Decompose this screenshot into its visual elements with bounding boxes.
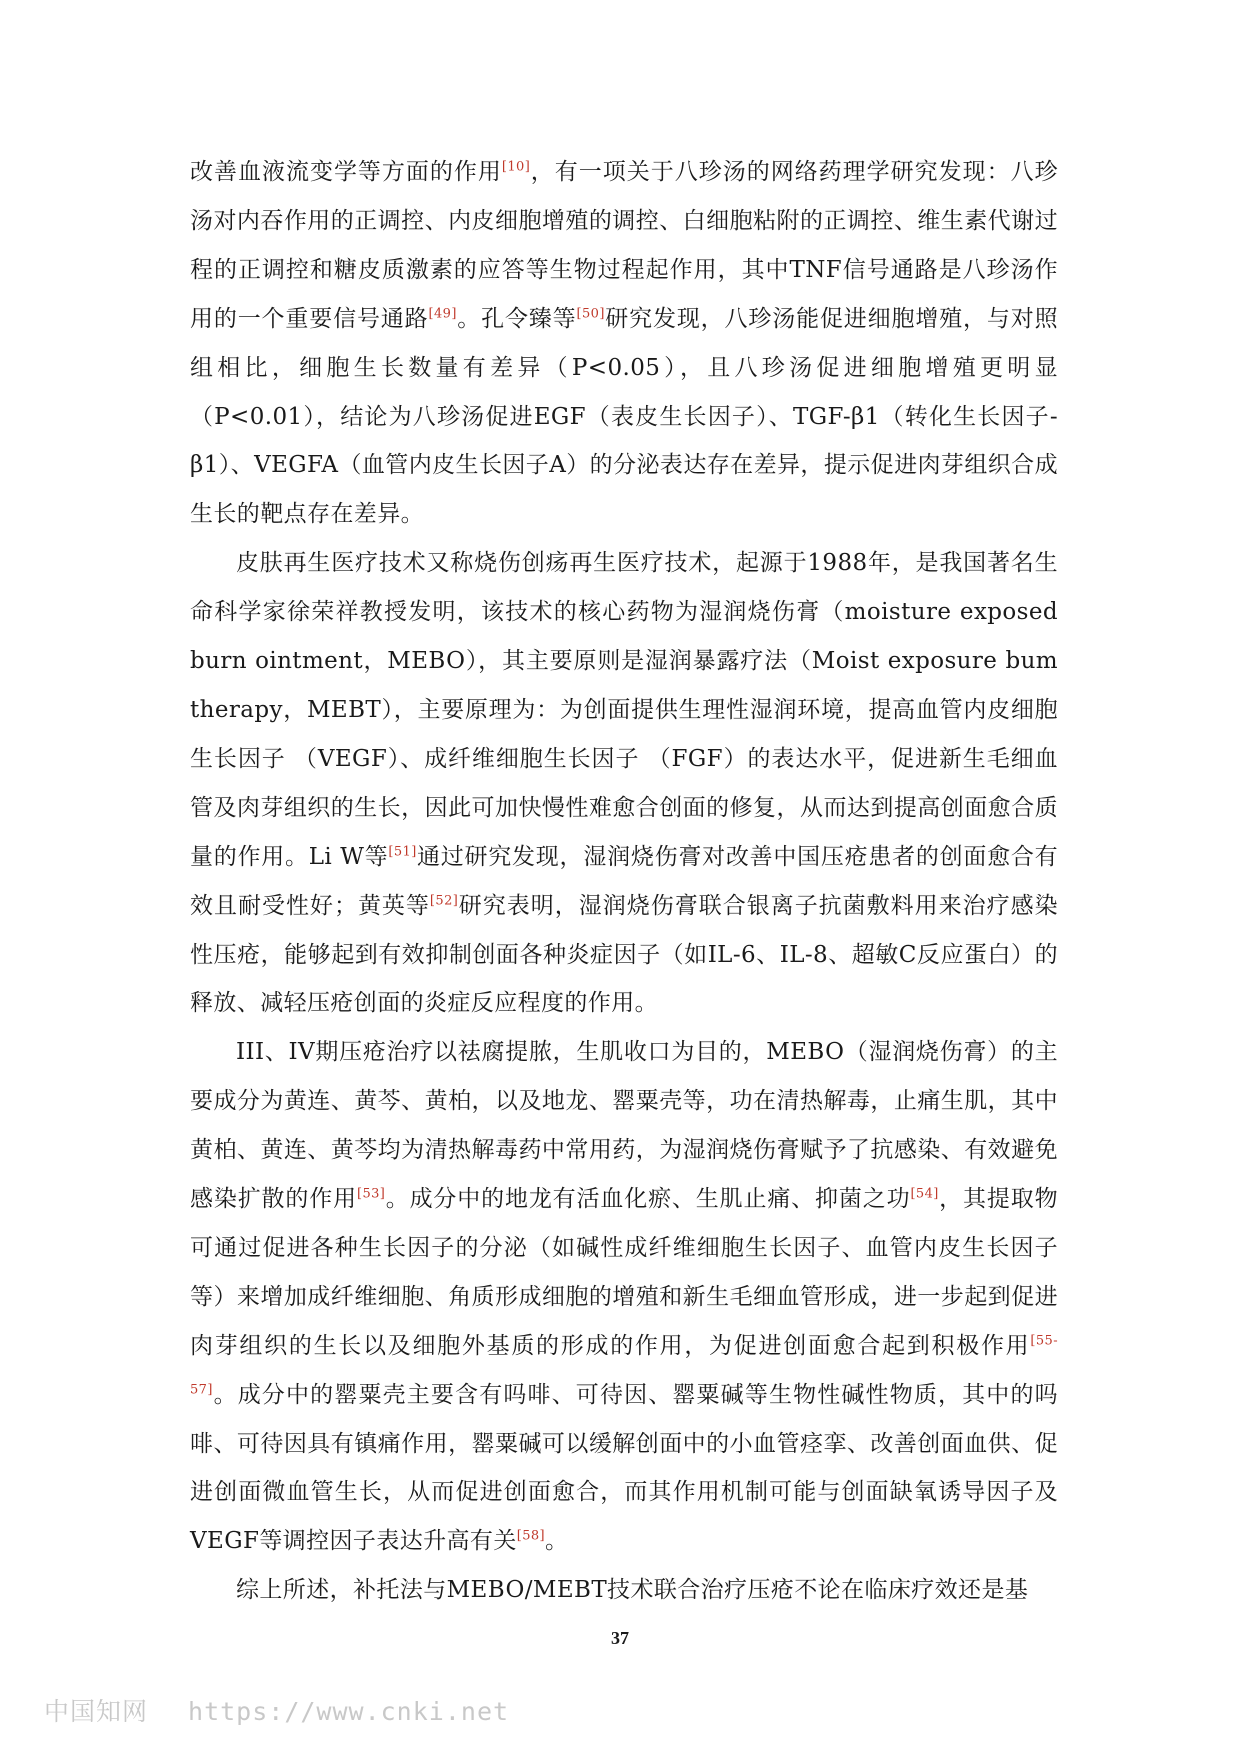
cnki-watermark — [44, 1692, 509, 1728]
citation-ref[interactable]: [10] — [501, 159, 531, 175]
text-run: 研究表明，湿润烧伤膏联合银离子抗菌敷料用来治疗感染性压疮，能够起到有效抑制创面各种炎症因子（如IL-6、IL-8、超敏C反应蛋白）的释放、减轻压疮创面的炎症反应程度的作用。 — [190, 892, 1059, 1017]
watermark-url: https://www.cnki.net — [188, 1697, 510, 1726]
text-run: 通过研究发现，湿润烧伤膏对改善中国压疮患者的创面愈合有效且耐受性好；黄英等 — [190, 843, 1058, 919]
citation-ref[interactable]: [55-57] — [190, 1333, 1058, 1397]
text-run: 综上所述，补托法与MEBO/MEBT技术联合治疗压疮不论在临床疗效还是基 — [236, 1577, 1029, 1604]
text-run: 研究发现，八珍汤能促进细胞增殖，与对照组相比，细胞生长数量有差异（P<0.05），且八珍汤促进细胞增殖更明显（P<0.01），结论为八珍汤促进EGF（表皮生长因子）、TGF-β1（转化生长因子-β1）、VEGFA（血管内皮生长因子A）的分泌表达存在差异，提示促进肉芽组织合成生长的靶点存在差异。 — [190, 305, 1059, 528]
text-run: 改善血液流变学等方面的作用 — [190, 159, 502, 185]
citation-ref[interactable]: [53] — [356, 1186, 386, 1202]
text-run: ，有一项关于八珍汤的网络药理学研究发现：八珍汤对内吞作用的正调控、内皮细胞增殖的调控、白细胞粘附的正调控、维生素代谢过程的正调控和糖皮质激素的应答等生物过程起作用，其中TNF信号通路是八珍汤作用的一个重要信号通路 — [190, 159, 1058, 332]
text-run: 。 — [545, 1528, 569, 1555]
text-run: III、IV期压疮治疗以祛腐提脓，生肌收口为目的，MEBO（湿润烧伤膏）的主要成分为黄连、黄芩、黄柏，以及地龙、罂粟壳等，功在清热解毒，止痛生肌，其中黄柏、黄连、黄芩均为清热解毒药中常用药，为湿润烧伤膏赋予了抗感染、有效避免感染扩散的作用 — [190, 1039, 1058, 1213]
citation-ref[interactable]: [49] — [428, 306, 457, 322]
citation-ref[interactable]: [54] — [910, 1186, 939, 1202]
text-run: ，其提取物可通过促进各种生长因子的分泌（如碱性成纤维细胞生长因子、血管内皮生长因子等）来增加成纤维细胞、角质形成细胞的增殖和新生毛细血管形成，进一步起到促进肉芽组织的生长以及细胞外基质的形成的作用，为促进创面愈合起到积极作用 — [190, 1186, 1058, 1359]
text-run: 。成分中的地龙有活血化瘀、生肌止痛、抑菌之功 — [385, 1186, 911, 1213]
citation-ref[interactable]: [51] — [388, 844, 417, 860]
paragraph-p2 — [190, 539, 1058, 1028]
text-run: 皮肤再生医疗技术又称烧伤创疡再生医疗技术，起源于1988年，是我国著名生命科学家徐荣祥教授发明，该技术的核心药物为湿润烧伤膏（moisture exposed burn ointment，MEBO），其主要原则是湿润暴露疗法（Moist exposure bum therapy，MEBT），主要原理为：为创面提供生理性湿润环境，提高血管内皮细胞生长因子 （VEGF）、成纤维细胞生长因子 （FGF）的表达水平，促进新生毛细血管及肉芽组织的生长，因此可加快慢性难愈合创面的修复，从而达到提高创面愈合质量的作用。Li W等 — [190, 550, 1058, 870]
body-text — [190, 148, 1058, 1615]
text-run: 。成分中的罂粟壳主要含有吗啡、可待因、罂粟碱等生物性碱性物质，其中的吗啡、可待因具有镇痛作用，罂粟碱可以缓解创面中的小血管痉挛、改善创面血供、促进创面微血管生长，从而促进创面愈合，而其作用机制可能与创面缺氧诱导因子及VEGF等调控因子表达升高有关 — [190, 1381, 1058, 1555]
watermark-source: 中国知网 — [44, 1697, 149, 1726]
paragraph-p1 — [190, 148, 1058, 539]
citation-ref[interactable]: [52] — [429, 892, 459, 908]
citation-ref[interactable]: [58] — [516, 1528, 546, 1544]
text-run: 。孔令臻等 — [456, 305, 577, 332]
paragraph-p3 — [190, 1028, 1058, 1566]
citation-ref[interactable]: [50] — [576, 306, 605, 322]
page-number: 37 — [611, 1628, 629, 1648]
paragraph-p4 — [190, 1566, 1058, 1615]
